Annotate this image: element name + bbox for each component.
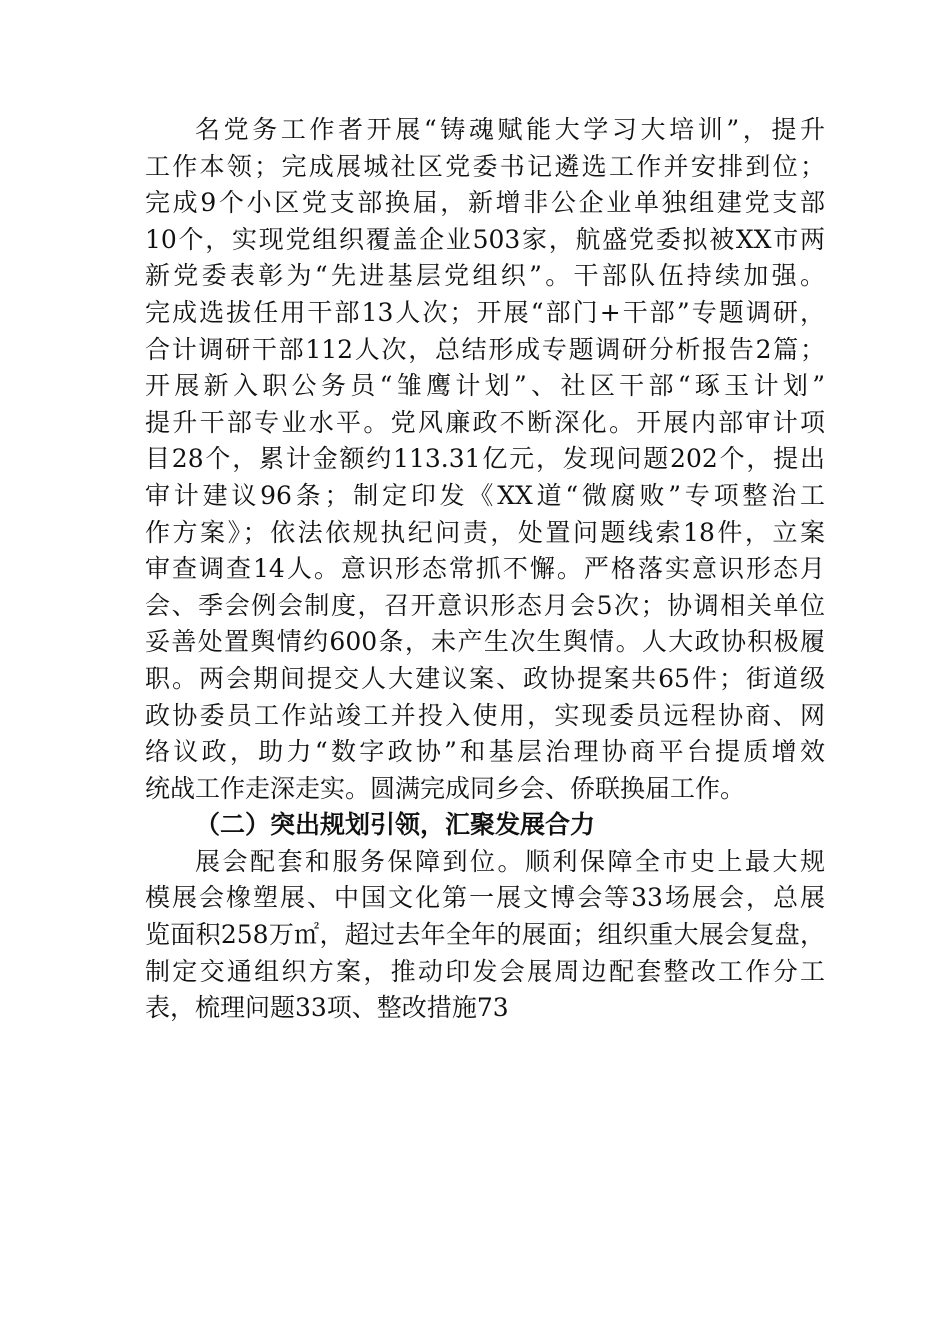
document-body xyxy=(145,112,825,1027)
paragraph-line: 展会配套和服务保障到位。顺利保障全市史上最大规 xyxy=(195,846,825,876)
paragraph-line: 统战工作走深走实。圆满完成同乡会、侨联换届工作。 xyxy=(145,773,746,803)
paragraph-line: 政协委员工作站竣工并投入使用，实现委员远程协商、网 xyxy=(145,700,825,730)
paragraph-line: 完成9个小区党支部换届，新增非公企业单独组建党支部 xyxy=(145,188,825,218)
paragraph-line: 新党委表彰为“先进基层党组织”。干部队伍持续加强。 xyxy=(145,261,825,291)
section-heading: （二）突出规划引领，汇聚发展合力 xyxy=(195,810,596,840)
paragraph-line: 制定交通组织方案，推动印发会展周边配套整改工作分工 xyxy=(145,956,825,986)
paragraph-line: 合计调研干部112人次，总结形成专题调研分析报告2篇； xyxy=(145,334,825,364)
paragraph-line: 审计建议96条；制定印发《XX道“微腐败”专项整治工 xyxy=(145,480,825,510)
paragraph-line: 10个，实现党组织覆盖企业503家，航盛党委拟被XX市两 xyxy=(145,224,825,254)
paragraph-line: 妥善处置舆情约600条，未产生次生舆情。人大政协积极履 xyxy=(145,627,825,657)
paragraph-line: 目28个，累计金额约113.31亿元，发现问题202个，提出 xyxy=(145,444,825,474)
paragraph-line: 模展会橡塑展、中国文化第一展文博会等33场展会，总展 xyxy=(145,883,825,913)
paragraph-line: 审查调查14人。意识形态常抓不懈。严格落实意识形态月 xyxy=(145,554,825,584)
paragraph-line: 览面积258万㎡，超过去年全年的展面；组织重大展会复盘， xyxy=(145,920,825,950)
paragraph-line: 名党务工作者开展“铸魂赋能大学习大培训”，提升 xyxy=(195,115,825,144)
paragraph-line: 开展新入职公务员“雏鹰计划”、社区干部“琢玉计划” xyxy=(145,371,825,401)
paragraph-line: 表，梳理问题33项、整改措施73 xyxy=(145,993,509,1023)
paragraph-line: 职。两会期间提交人大建议案、政协提案共65件；街道级 xyxy=(145,663,825,693)
paragraph-line: 会、季会例会制度，召开意识形态月会5次；协调相关单位 xyxy=(145,590,825,620)
paragraph-line: 提升干部专业水平。党风廉政不断深化。开展内部审计项 xyxy=(145,407,825,437)
paragraph-line: 作方案》；依法依规执纪问责，处置问题线索18件，立案 xyxy=(145,517,825,547)
paragraph-line: 完成选拔任用干部13人次；开展“部门+干部”专题调研， xyxy=(145,297,825,327)
paragraph-line: 工作本领；完成展城社区党委书记遴选工作并安排到位； xyxy=(145,151,825,181)
paragraph-line: 络议政，助力“数字政协”和基层治理协商平台提质增效 xyxy=(145,737,825,767)
